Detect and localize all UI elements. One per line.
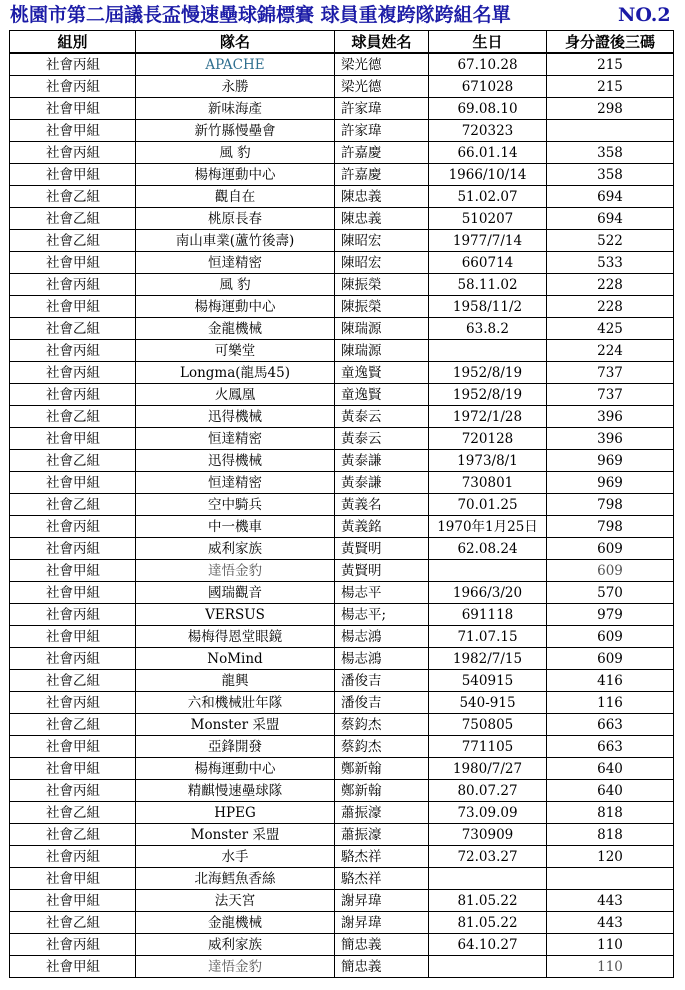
cell-player-name: 楊志平: [335, 582, 429, 604]
cell-player-name: 駱杰祥: [335, 868, 429, 890]
cell-id-last3: 609: [547, 648, 674, 670]
cell-group: 社會甲組: [10, 560, 136, 582]
cell-id-last3: 663: [547, 736, 674, 758]
cell-group: 社會乙組: [10, 912, 136, 934]
cell-player-name: 黃義銘: [335, 516, 429, 538]
cell-player-name: 童逸賢: [335, 384, 429, 406]
cell-player-name: 陳瑞源: [335, 340, 429, 362]
cell-group: 社會甲組: [10, 956, 136, 978]
cell-team: 空中騎兵: [136, 494, 335, 516]
cell-id-last3: 609: [547, 560, 674, 582]
cell-group: 社會丙組: [10, 780, 136, 802]
cell-group: 社會丙組: [10, 934, 136, 956]
table-row: [10, 560, 674, 582]
cell-team: VERSUS: [136, 604, 335, 626]
table-row: [10, 340, 674, 362]
cell-team: 南山車業(蘆竹後壽): [136, 230, 335, 252]
cell-team: 楊梅運動中心: [136, 296, 335, 318]
cell-group: 社會丙組: [10, 362, 136, 384]
roster-body: [10, 53, 674, 978]
cell-player-name: 陳振榮: [335, 296, 429, 318]
cell-team: 達悟金豹: [136, 560, 335, 582]
table-row: [10, 120, 674, 142]
cell-group: 社會甲組: [10, 296, 136, 318]
cell-birthday: 62.08.24: [429, 538, 547, 560]
table-row: [10, 296, 674, 318]
cell-id-last3: 737: [547, 362, 674, 384]
cell-id-last3: 443: [547, 912, 674, 934]
table-row: [10, 384, 674, 406]
cell-birthday: 730801: [429, 472, 547, 494]
cell-team: 楊梅運動中心: [136, 758, 335, 780]
cell-group: 社會乙組: [10, 670, 136, 692]
cell-id-last3: 396: [547, 428, 674, 450]
table-row: [10, 934, 674, 956]
cell-team: APACHE: [136, 53, 335, 76]
cell-player-name: 黃義名: [335, 494, 429, 516]
cell-team: 新味海產: [136, 98, 335, 120]
cell-birthday: 1977/7/14: [429, 230, 547, 252]
header-player-name: 球員姓名: [335, 31, 429, 54]
header-id-last3: 身分證後三碼: [547, 31, 674, 54]
cell-birthday: 70.01.25: [429, 494, 547, 516]
cell-team: 新竹縣慢壘會: [136, 120, 335, 142]
cell-group: 社會甲組: [10, 164, 136, 186]
cell-player-name: 潘俊吉: [335, 670, 429, 692]
cell-team: 亞鋒開發: [136, 736, 335, 758]
cell-team: Monster 采盟: [136, 824, 335, 846]
table-row: [10, 604, 674, 626]
cell-id-last3: 522: [547, 230, 674, 252]
cell-team: 風 豹: [136, 274, 335, 296]
cell-birthday: 660714: [429, 252, 547, 274]
table-row: [10, 516, 674, 538]
cell-team: 六和機械壯年隊: [136, 692, 335, 714]
cell-team: 威利家族: [136, 538, 335, 560]
table-row: [10, 164, 674, 186]
cell-birthday: 540-915: [429, 692, 547, 714]
cell-group: 社會丙組: [10, 384, 136, 406]
table-row: [10, 846, 674, 868]
cell-player-name: 許家瑋: [335, 98, 429, 120]
cell-player-name: 陳忠義: [335, 208, 429, 230]
table-row: [10, 450, 674, 472]
cell-group: 社會甲組: [10, 626, 136, 648]
cell-player-name: 許嘉慶: [335, 142, 429, 164]
cell-birthday: 730909: [429, 824, 547, 846]
cell-id-last3: 969: [547, 450, 674, 472]
table-row: [10, 76, 674, 98]
table-row: [10, 406, 674, 428]
header-birthday: 生日: [429, 31, 547, 54]
cell-birthday: 69.08.10: [429, 98, 547, 120]
cell-group: 社會丙組: [10, 538, 136, 560]
cell-team: 龍興: [136, 670, 335, 692]
cell-id-last3: 533: [547, 252, 674, 274]
cell-id-last3: 358: [547, 164, 674, 186]
cell-birthday: 771105: [429, 736, 547, 758]
cell-team: 迅得機械: [136, 450, 335, 472]
header-team: 隊名: [136, 31, 335, 54]
cell-team: 金龍機械: [136, 912, 335, 934]
cell-id-last3: 694: [547, 208, 674, 230]
cell-group: 社會甲組: [10, 120, 136, 142]
cell-birthday: [429, 560, 547, 582]
cell-player-name: 梁光德: [335, 76, 429, 98]
cell-team: 楊梅運動中心: [136, 164, 335, 186]
header-group: 組別: [10, 31, 136, 54]
document-title: [0, 0, 685, 30]
cell-player-name: 蕭振濠: [335, 824, 429, 846]
cell-birthday: 720323: [429, 120, 547, 142]
cell-id-last3: 818: [547, 824, 674, 846]
cell-team: Monster 采盟: [136, 714, 335, 736]
cell-player-name: 潘俊吉: [335, 692, 429, 714]
cell-player-name: 陳振榮: [335, 274, 429, 296]
cell-group: 社會甲組: [10, 98, 136, 120]
table-row: [10, 472, 674, 494]
cell-team: 永勝: [136, 76, 335, 98]
cell-birthday: 73.09.09: [429, 802, 547, 824]
cell-id-last3: 110: [547, 934, 674, 956]
cell-group: 社會甲組: [10, 758, 136, 780]
cell-group: 社會丙組: [10, 604, 136, 626]
cell-id-last3: 298: [547, 98, 674, 120]
table-row: [10, 626, 674, 648]
cell-team: 風 豹: [136, 142, 335, 164]
cell-player-name: 黃泰謙: [335, 472, 429, 494]
cell-player-name: 黃賢明: [335, 560, 429, 582]
cell-birthday: 1952/8/19: [429, 384, 547, 406]
table-row: [10, 98, 674, 120]
cell-group: 社會乙組: [10, 230, 136, 252]
cell-id-last3: 120: [547, 846, 674, 868]
cell-player-name: 鄭新翰: [335, 758, 429, 780]
cell-team: 金龍機械: [136, 318, 335, 340]
cell-id-last3: 609: [547, 626, 674, 648]
cell-id-last3: 663: [547, 714, 674, 736]
cell-birthday: 1970年1月25日: [429, 516, 547, 538]
cell-id-last3: 224: [547, 340, 674, 362]
cell-birthday: [429, 956, 547, 978]
player-roster-table: [9, 30, 674, 978]
cell-group: 社會甲組: [10, 736, 136, 758]
cell-group: 社會丙組: [10, 692, 136, 714]
cell-birthday: 81.05.22: [429, 912, 547, 934]
cell-player-name: 謝昇瑋: [335, 890, 429, 912]
cell-group: 社會乙組: [10, 318, 136, 340]
cell-player-name: 陳昭宏: [335, 230, 429, 252]
cell-team: 法天宮: [136, 890, 335, 912]
table-row: [10, 318, 674, 340]
cell-id-last3: [547, 120, 674, 142]
cell-player-name: 楊志鴻: [335, 648, 429, 670]
cell-group: 社會丙組: [10, 340, 136, 362]
cell-player-name: 黃泰謙: [335, 450, 429, 472]
table-row: [10, 890, 674, 912]
cell-id-last3: 416: [547, 670, 674, 692]
cell-id-last3: 969: [547, 472, 674, 494]
cell-team: 國瑞觀音: [136, 582, 335, 604]
cell-team: 恒達精密: [136, 472, 335, 494]
cell-id-last3: 215: [547, 53, 674, 76]
cell-player-name: 黃賢明: [335, 538, 429, 560]
cell-birthday: 80.07.27: [429, 780, 547, 802]
cell-id-last3: 609: [547, 538, 674, 560]
cell-team: 可樂堂: [136, 340, 335, 362]
cell-id-last3: 979: [547, 604, 674, 626]
cell-team: 觀自在: [136, 186, 335, 208]
table-row: [10, 142, 674, 164]
cell-birthday: 1972/1/28: [429, 406, 547, 428]
cell-team: 楊梅得恩堂眼鏡: [136, 626, 335, 648]
cell-group: 社會乙組: [10, 714, 136, 736]
cell-player-name: 楊志平;: [335, 604, 429, 626]
cell-group: 社會丙組: [10, 648, 136, 670]
cell-group: 社會丙組: [10, 846, 136, 868]
cell-team: 恒達精密: [136, 428, 335, 450]
cell-birthday: 691118: [429, 604, 547, 626]
cell-group: 社會丙組: [10, 53, 136, 76]
table-row: [10, 274, 674, 296]
table-row: [10, 802, 674, 824]
cell-birthday: 81.05.22: [429, 890, 547, 912]
table-row: [10, 362, 674, 384]
cell-birthday: 540915: [429, 670, 547, 692]
cell-team: 恒達精密: [136, 252, 335, 274]
cell-team: 威利家族: [136, 934, 335, 956]
table-row: [10, 758, 674, 780]
cell-group: 社會乙組: [10, 802, 136, 824]
cell-birthday: [429, 340, 547, 362]
cell-group: 社會丙組: [10, 142, 136, 164]
cell-player-name: 黃泰云: [335, 406, 429, 428]
table-row: [10, 736, 674, 758]
cell-birthday: [429, 868, 547, 890]
cell-group: 社會乙組: [10, 450, 136, 472]
table-row: [10, 428, 674, 450]
cell-birthday: 1958/11/2: [429, 296, 547, 318]
cell-group: 社會甲組: [10, 252, 136, 274]
cell-id-last3: 116: [547, 692, 674, 714]
cell-birthday: 71.07.15: [429, 626, 547, 648]
table-row: [10, 824, 674, 846]
cell-group: 社會丙組: [10, 516, 136, 538]
cell-player-name: 陳昭宏: [335, 252, 429, 274]
cell-birthday: 63.8.2: [429, 318, 547, 340]
cell-id-last3: [547, 868, 674, 890]
cell-player-name: 駱杰祥: [335, 846, 429, 868]
cell-team: 水手: [136, 846, 335, 868]
cell-birthday: 58.11.02: [429, 274, 547, 296]
cell-id-last3: 640: [547, 758, 674, 780]
cell-id-last3: 737: [547, 384, 674, 406]
cell-team: NoMind: [136, 648, 335, 670]
cell-id-last3: 694: [547, 186, 674, 208]
cell-birthday: 66.01.14: [429, 142, 547, 164]
cell-group: 社會丙組: [10, 274, 136, 296]
cell-id-last3: 228: [547, 296, 674, 318]
table-row: [10, 692, 674, 714]
cell-player-name: 鄭新翰: [335, 780, 429, 802]
cell-team: 迅得機械: [136, 406, 335, 428]
cell-group: 社會乙組: [10, 824, 136, 846]
cell-player-name: 蔡鈞杰: [335, 714, 429, 736]
cell-group: 社會乙組: [10, 494, 136, 516]
cell-team: 達悟金豹: [136, 956, 335, 978]
cell-id-last3: 110: [547, 956, 674, 978]
cell-group: 社會丙組: [10, 76, 136, 98]
cell-player-name: 謝昇瑋: [335, 912, 429, 934]
cell-id-last3: 358: [547, 142, 674, 164]
header-row: [10, 31, 674, 54]
cell-group: 社會乙組: [10, 208, 136, 230]
cell-team: HPEG: [136, 802, 335, 824]
cell-birthday: 64.10.27: [429, 934, 547, 956]
table-row: [10, 538, 674, 560]
cell-birthday: 67.10.28: [429, 53, 547, 76]
table-row: [10, 252, 674, 274]
cell-id-last3: 425: [547, 318, 674, 340]
cell-player-name: 楊志鴻: [335, 626, 429, 648]
cell-birthday: 1982/7/15: [429, 648, 547, 670]
cell-birthday: 1973/8/1: [429, 450, 547, 472]
cell-group: 社會甲組: [10, 472, 136, 494]
cell-birthday: 1966/10/14: [429, 164, 547, 186]
cell-group: 社會乙組: [10, 406, 136, 428]
cell-birthday: 1966/3/20: [429, 582, 547, 604]
cell-player-name: 童逸賢: [335, 362, 429, 384]
table-row: [10, 956, 674, 978]
title-number: NO.2: [618, 4, 671, 26]
cell-id-last3: 215: [547, 76, 674, 98]
cell-birthday: 72.03.27: [429, 846, 547, 868]
cell-player-name: 梁光德: [335, 53, 429, 76]
table-row: [10, 868, 674, 890]
cell-id-last3: 798: [547, 516, 674, 538]
cell-team: 北海鱈魚香絲: [136, 868, 335, 890]
cell-group: 社會乙組: [10, 186, 136, 208]
table-row: [10, 648, 674, 670]
cell-birthday: 671028: [429, 76, 547, 98]
cell-group: 社會甲組: [10, 890, 136, 912]
cell-id-last3: 570: [547, 582, 674, 604]
cell-player-name: 蔡鈞杰: [335, 736, 429, 758]
cell-team: 桃原長春: [136, 208, 335, 230]
cell-group: 社會甲組: [10, 428, 136, 450]
cell-group: 社會甲組: [10, 582, 136, 604]
cell-id-last3: 818: [547, 802, 674, 824]
cell-player-name: 陳忠義: [335, 186, 429, 208]
cell-birthday: 720128: [429, 428, 547, 450]
cell-id-last3: 443: [547, 890, 674, 912]
cell-player-name: 黃泰云: [335, 428, 429, 450]
cell-player-name: 陳瑞源: [335, 318, 429, 340]
cell-id-last3: 640: [547, 780, 674, 802]
cell-team: 中一機車: [136, 516, 335, 538]
table-row: [10, 582, 674, 604]
table-row: [10, 494, 674, 516]
cell-birthday: 1952/8/19: [429, 362, 547, 384]
table-row: [10, 780, 674, 802]
cell-birthday: 510207: [429, 208, 547, 230]
table-row: [10, 714, 674, 736]
cell-team: 精麒慢速壘球隊: [136, 780, 335, 802]
table-row: [10, 230, 674, 252]
table-row: [10, 670, 674, 692]
cell-id-last3: 228: [547, 274, 674, 296]
cell-birthday: 1980/7/27: [429, 758, 547, 780]
cell-group: 社會甲組: [10, 868, 136, 890]
cell-team: Longma(龍馬45): [136, 362, 335, 384]
cell-id-last3: 798: [547, 494, 674, 516]
cell-player-name: 許家瑋: [335, 120, 429, 142]
table-row: [10, 912, 674, 934]
cell-birthday: 51.02.07: [429, 186, 547, 208]
cell-team: 火鳳凰: [136, 384, 335, 406]
cell-player-name: 蕭振濠: [335, 802, 429, 824]
cell-birthday: 750805: [429, 714, 547, 736]
cell-player-name: 簡忠義: [335, 956, 429, 978]
table-row: [10, 53, 674, 76]
title-text: 桃園市第二屆議長盃慢速壘球錦標賽 球員重複跨隊跨組名單: [10, 4, 511, 26]
table-row: [10, 186, 674, 208]
cell-id-last3: 396: [547, 406, 674, 428]
cell-player-name: 許嘉慶: [335, 164, 429, 186]
table-row: [10, 208, 674, 230]
cell-player-name: 簡忠義: [335, 934, 429, 956]
